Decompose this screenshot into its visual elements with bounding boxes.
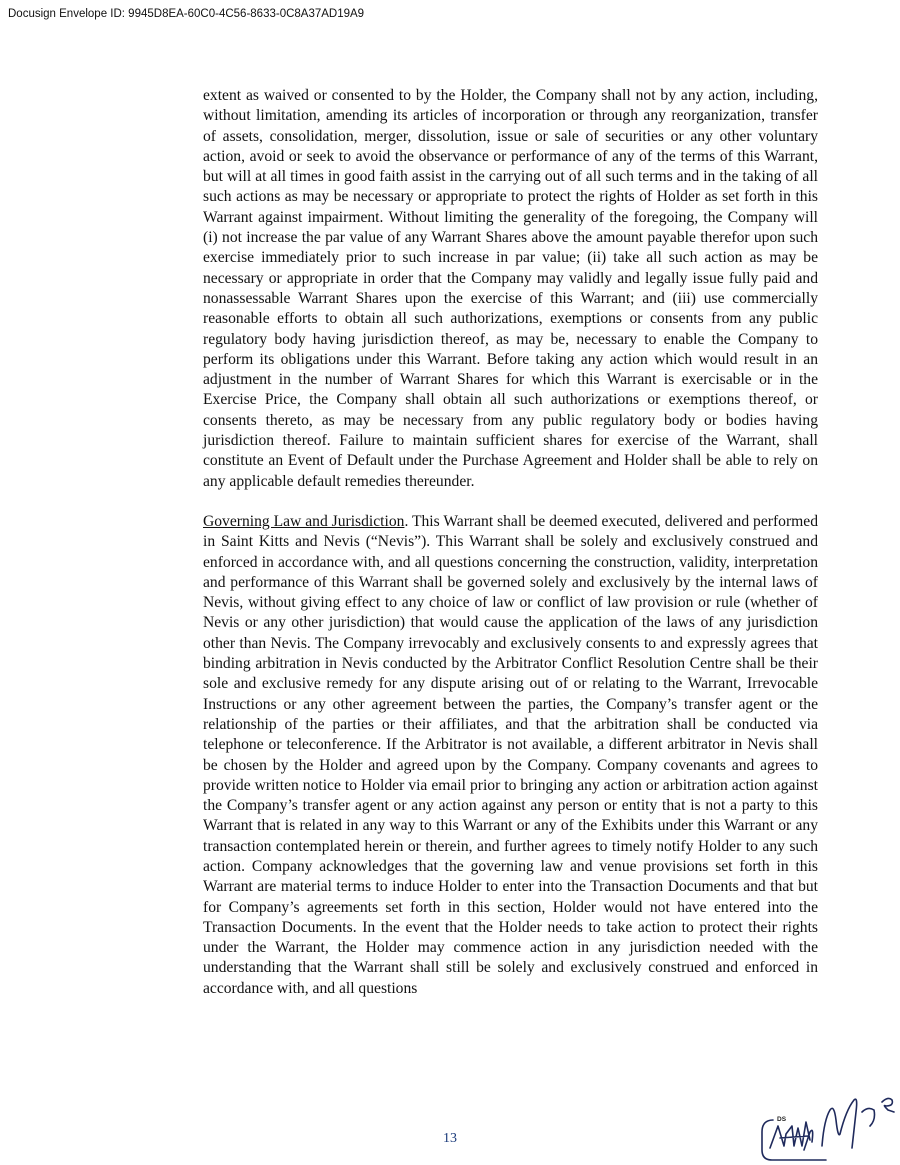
signature-scrawl: [822, 1099, 875, 1148]
page-number: 13: [443, 1131, 457, 1146]
signature-mark: [758, 1090, 898, 1162]
section-heading-governing-law: Governing Law and Jurisdiction: [203, 512, 405, 530]
signature-loop: [882, 1098, 894, 1112]
docusign-envelope-id: Docusign Envelope ID: 9945D8EA-60C0-4C56-8633-0C8A37AD19A9: [8, 8, 365, 20]
paragraph-impairment: extent as waived or consented to by the Holder, the Company shall not by any action, including, without limitation, amending its articles of incorporation or through any reorganization, transfer of assets, consolidation, merger, dissolution, issue or sale of securities or any other voluntary action, avoid or seek to avoid the observance or performance of any of the terms of this Warrant, but will at all times in good faith assist in the carrying out of all such terms and in the taking of all such actions as may be necessary or appropriate to protect the rights of Holder as set forth in this Warrant against impairment. Without limiting the generality of the foregoing, the Company will (i) not increase the par value of any Warrant Shares above the amount payable therefor upon such exercise immediately prior to such increase in par value; (ii) take all such action as may be necessary or appropriate in order that the Company may validly and legally issue fully paid and nonassessable Warrant Shares upon the exercise of this Warrant; and (iii) use commercially reasonable efforts to obtain all such authorizations, exemptions or consents from any public regulatory body having jurisdiction thereof, as may be, necessary to enable the Company to perform its obligations under this Warrant. Before taking any action which would result in an adjustment in the number of Warrant Shares for which this Warrant is exercisable or in the Exercise Price, the Company shall obtain all such authorizations or exemptions thereof, or consents thereto, as may be necessary from any public regulatory body or bodies having jurisdiction thereof. Failure to maintain sufficient shares for exercise of the Warrant, shall constitute an Event of Default under the Purchase Agreement and Holder shall be able to rely on any applicable default remedies thereunder.: [203, 87, 818, 490]
docusign-ds-label: DS: [777, 1116, 787, 1123]
paragraph-governing-law: [203, 512, 818, 999]
document-body: [203, 86, 818, 999]
governing-law-body: . This Warrant shall be deemed executed, delivered and performed in Saint Kitts and Nevis (“Nevis”). This Warrant shall be solely and exclusively construed and enforced in accordance with, and all questions concerning the construction, validity, interpretation and performance of this Warrant shall be governed solely and exclusively by the internal laws of Nevis, without giving effect to any choice of law or conflict of law provision or rule (whether of Nevis or any other jurisdiction) that would cause the application of the laws of any jurisdiction other than Nevis. The Company irrevocably and exclusively consents to and expressly agrees that binding arbitration in Nevis conducted by the Arbitrator Conflict Resolution Centre shall be their sole and exclusive remedy for any dispute arising out of or relating to the Warrant, Irrevocable Instructions or any other agreement between the parties, the Company’s transfer agent or the relationship of the parties or their affiliates, and that the arbitration shall be conducted via telephone or teleconference. If the Arbitrator is not available, a different arbitrator in Nevis shall be chosen by the Holder and agreed upon by the Company. Company covenants and agrees to provide written notice to Holder via email prior to bringing any action or arbitration action against the Company’s transfer agent or any action against any person or entity that is not a party to this Warrant that is related in any way to this Warrant or any of the Exhibits under this Warrant or any transaction contemplated herein or therein, and further agrees to timely notify Holder to any such action. Company acknowledges that the governing law and venue provisions set forth in this Warrant are material terms to induce Holder to enter into the Transaction Documents and that but for Company’s agreements set forth in this section, Holder would not have entered into the Transaction Documents. In the event that the Holder needs to take action to protect their rights under the Warrant, the Holder may commence action in any jurisdiction needed with the understanding that the Warrant shall still be solely and exclusively construed and enforced in accordance with, and all questions: [203, 512, 818, 997]
initials-scrawl: [770, 1122, 813, 1150]
